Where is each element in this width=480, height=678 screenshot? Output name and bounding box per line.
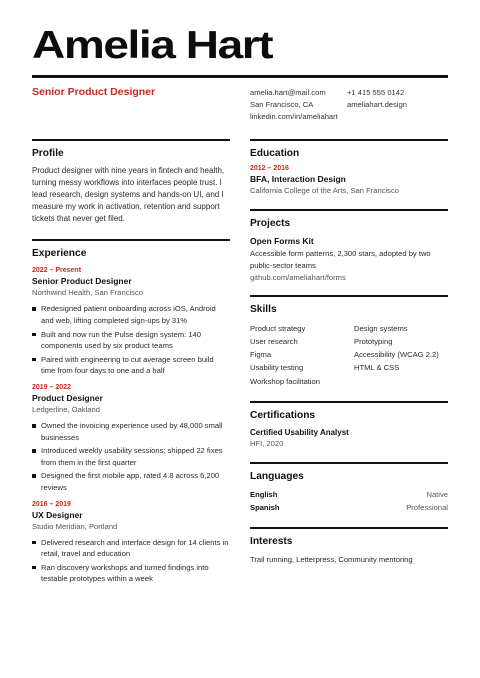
right-column bbox=[250, 139, 448, 566]
job-title: Senior Product Designer bbox=[32, 276, 132, 287]
profile-text: Product designer with nine years in fintech and health, turning messy workflows into interfaces people trust. I lead research, design systems and hands-on UI, and I measure my work in activation, retention and support tickets that never get filed. bbox=[32, 166, 225, 224]
skills-list bbox=[250, 323, 448, 387]
job-dates: 2019 – 2022 bbox=[32, 384, 71, 392]
certifications-heading: Certifications bbox=[250, 410, 316, 422]
job-company: Studio Meridian, Portland bbox=[32, 521, 118, 531]
skill-item: User research bbox=[250, 337, 298, 347]
education-dates: 2012 – 2016 bbox=[250, 165, 289, 172]
skill-item: Figma bbox=[250, 350, 272, 360]
job-title: Product Designer bbox=[32, 393, 103, 404]
languages-list bbox=[250, 489, 448, 514]
job-dates: 2016 – 2019 bbox=[32, 500, 71, 508]
job-title: UX Designer bbox=[32, 509, 83, 520]
languages-section bbox=[250, 462, 448, 514]
job-bullets bbox=[32, 420, 230, 494]
job-bullet: Redesigned patient onboarding across iOS, Android and web, lifting completed sign-ups by 31% bbox=[32, 303, 230, 326]
interests-section bbox=[250, 527, 448, 566]
job-bullet: Introduced weekly usability sessions; shipped 22 fixes from them in the first quarter bbox=[32, 445, 230, 468]
language-level: Professional bbox=[406, 502, 448, 512]
project-name: Open Forms Kit bbox=[250, 236, 314, 246]
languages-heading: Languages bbox=[250, 471, 304, 483]
experience-entry bbox=[32, 501, 230, 585]
skill-item: Workshop facilitation bbox=[250, 376, 320, 386]
skill-item: Usability testing bbox=[250, 363, 304, 373]
education-degree: BFA, Interaction Design bbox=[250, 174, 346, 184]
skill-item: Design systems bbox=[354, 324, 408, 334]
job-bullet: Designed the first mobile app, rated 4.8 across 6,200 reviews bbox=[32, 470, 230, 493]
projects-heading: Projects bbox=[250, 218, 291, 229]
education-school: California College of the Arts, San Francisco bbox=[250, 186, 399, 195]
interests-heading: Interests bbox=[250, 536, 293, 548]
language-name: English bbox=[250, 490, 278, 500]
language-row bbox=[250, 489, 448, 502]
certification-name: Certified Usability Analyst bbox=[250, 428, 349, 438]
skill-item: HTML & CSS bbox=[354, 363, 400, 373]
certifications-section bbox=[250, 401, 448, 448]
resume-name: Amelia Hart bbox=[32, 24, 273, 67]
contact-column-1 bbox=[250, 87, 338, 124]
language-level: Native bbox=[426, 490, 448, 500]
left-column bbox=[32, 139, 230, 587]
job-bullets bbox=[32, 537, 230, 585]
skills-heading: Skills bbox=[250, 304, 277, 316]
experience-heading: Experience bbox=[32, 248, 87, 260]
projects-section bbox=[250, 209, 448, 282]
skill-item: Accessibility (WCAG 2.2) bbox=[354, 350, 439, 360]
contact-website[interactable]: ameliahart.design bbox=[347, 100, 407, 110]
project-description: Accessible form patterns, 2,300 stars, adopted by two public-sector teams bbox=[250, 249, 431, 270]
job-company: Ledgerline, Oakland bbox=[32, 405, 100, 415]
contact-email[interactable]: amelia.hart@mail.com bbox=[250, 88, 326, 97]
job-bullet: Paired with engineering to cut average screen build time from four days to one and a half bbox=[32, 354, 230, 377]
profile-section bbox=[32, 139, 230, 225]
job-bullets bbox=[32, 303, 230, 377]
certification-detail: HFI, 2020 bbox=[250, 439, 284, 449]
interests-text: Trail running, Letterpress, Community mentoring bbox=[250, 555, 413, 565]
job-bullet: Delivered research and interface design for 14 clients in retail, travel and education bbox=[32, 537, 230, 560]
contact-column-2 bbox=[347, 87, 407, 111]
education-section bbox=[250, 139, 448, 195]
contact-phone[interactable]: +1 415 555 0142 bbox=[347, 88, 405, 97]
job-bullet: Built and now run the Pulse design system: 140 components used by six product teams bbox=[32, 329, 230, 352]
job-company: Northwind Health, San Francisco bbox=[32, 288, 144, 298]
contact-linkedin[interactable]: linkedin.com/in/ameliahart bbox=[250, 112, 338, 122]
experience-entry bbox=[32, 384, 230, 494]
education-heading: Education bbox=[250, 148, 300, 159]
experience-entry bbox=[32, 267, 230, 377]
contact-location: San Francisco, CA bbox=[250, 100, 314, 110]
skills-section bbox=[250, 295, 448, 387]
header-divider bbox=[32, 75, 448, 78]
resume-role: Senior Product Designer bbox=[32, 86, 156, 98]
skill-item: Prototyping bbox=[354, 337, 393, 347]
job-bullet: Owned the invoicing experience used by 48,000 small businesses bbox=[32, 420, 230, 443]
job-dates: 2022 – Present bbox=[32, 267, 82, 275]
job-bullet: Ran discovery workshops and turned findings into testable prototypes within a week bbox=[32, 562, 230, 585]
project-link[interactable]: github.com/ameliahart/forms bbox=[250, 273, 346, 283]
language-name: Spanish bbox=[250, 502, 280, 512]
skill-item: Product strategy bbox=[250, 324, 306, 334]
experience-section bbox=[32, 239, 230, 585]
profile-heading: Profile bbox=[32, 148, 64, 159]
language-row bbox=[250, 502, 448, 515]
